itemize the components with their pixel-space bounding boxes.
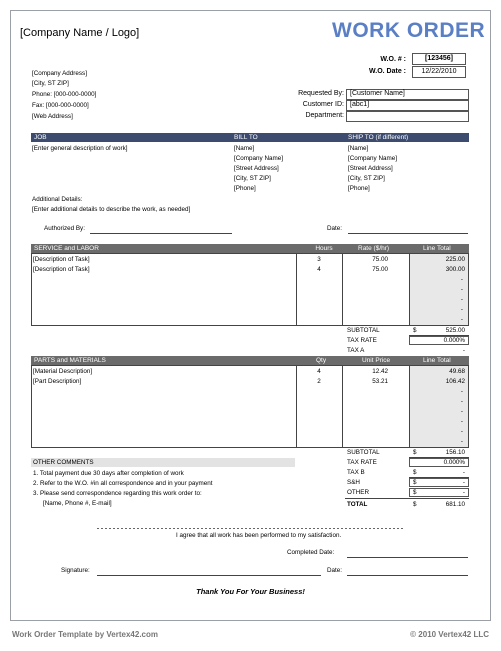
company-address[interactable]: [Company Address] <box>32 70 87 77</box>
labor-table <box>31 253 469 326</box>
parts-empty-total: - <box>460 418 463 425</box>
parts-row-desc[interactable]: [Part Description] <box>33 378 82 385</box>
agreement-text: I agree that all work has been performed to my satisfaction. <box>176 532 342 539</box>
customer-id-label: Customer ID: <box>302 101 344 108</box>
ship-to-company[interactable]: [Company Name] <box>348 155 397 162</box>
comments-header: OTHER COMMENTS <box>31 458 295 467</box>
other-label: OTHER <box>347 489 370 496</box>
comment-line[interactable]: 2. Refer to the W.O. #in all correspondence and in your payment <box>33 480 213 487</box>
parts-header-price: Unit Price <box>362 357 391 364</box>
requested-by-field[interactable]: [Customer Name] <box>346 89 469 100</box>
department-field[interactable] <box>346 111 469 122</box>
labor-header-total: Line Total <box>423 245 451 252</box>
authorized-by-label: Authorized By: <box>44 225 85 232</box>
company-fax[interactable]: Fax: [000-000-0000] <box>32 102 89 109</box>
company-name[interactable]: [Company Name / Logo] <box>20 27 140 39</box>
labor-subtotal-label: SUBTOTAL <box>347 327 380 334</box>
parts-tax-currency: $ <box>413 469 417 476</box>
comment-line[interactable]: [Name, Phone #, E-mail] <box>43 500 112 507</box>
company-city[interactable]: [City, ST ZIP] <box>32 80 69 87</box>
parts-row-total: 49.68 <box>449 368 465 375</box>
labor-tax-value: - <box>462 347 465 354</box>
parts-header-desc: PARTS and MATERIALS <box>34 357 106 364</box>
parts-subtotal-label: SUBTOTAL <box>347 449 380 456</box>
labor-row-rate[interactable]: 75.00 <box>372 256 388 263</box>
cut-line <box>97 528 405 529</box>
parts-tax-value: - <box>462 469 465 476</box>
labor-col-divider <box>296 253 297 326</box>
wo-date-label: W.O. Date : <box>369 68 406 75</box>
labor-row-qty[interactable]: 4 <box>317 266 321 273</box>
labor-row-rate[interactable]: 75.00 <box>372 266 388 273</box>
labor-col-divider <box>342 253 343 326</box>
labor-empty-total: - <box>460 316 463 323</box>
signature-date-line[interactable] <box>347 575 468 576</box>
parts-header-total: Line Total <box>423 357 451 364</box>
labor-taxrate-field[interactable]: 0.000% <box>409 336 469 345</box>
parts-row-price[interactable]: 12.42 <box>372 368 388 375</box>
signature-line[interactable] <box>97 575 321 576</box>
company-phone[interactable]: Phone: [000-000-0000] <box>32 91 97 98</box>
parts-row-desc[interactable]: [Material Description] <box>33 368 93 375</box>
job-section-bar <box>31 133 469 142</box>
authorized-date-line[interactable] <box>348 233 468 234</box>
labor-taxrate-label: TAX RATE <box>347 337 377 344</box>
ship-to-street[interactable]: [Street Address] <box>348 165 393 172</box>
parts-tax-label: TAX B <box>347 469 365 476</box>
total-value: 681.10 <box>445 501 465 508</box>
comment-line[interactable]: 3. Please send correspondence regarding this work order to: <box>33 490 202 497</box>
thank-you-text: Thank You For Your Business! <box>196 587 305 596</box>
wo-number-field[interactable]: [123456] <box>412 53 466 65</box>
bill-to-name[interactable]: [Name] <box>234 145 255 152</box>
total-currency: $ <box>413 501 417 508</box>
sh-value: - <box>462 479 465 486</box>
labor-empty-total: - <box>460 276 463 283</box>
total-label: TOTAL <box>347 501 368 508</box>
labor-empty-total: - <box>460 306 463 313</box>
labor-row-desc[interactable]: [Description of Task] <box>33 266 90 273</box>
labor-header-bar <box>31 244 469 253</box>
department-label: Department: <box>305 112 344 119</box>
sh-field[interactable] <box>409 478 469 487</box>
additional-details-text[interactable]: [Enter additional details to describe the work, as needed] <box>32 206 191 213</box>
parts-header-bar <box>31 356 469 365</box>
parts-row-qty[interactable]: 2 <box>317 378 321 385</box>
wo-number-label: W.O. # : <box>380 56 406 63</box>
other-value: - <box>462 489 465 496</box>
ship-to-city[interactable]: [City, ST ZIP] <box>348 175 385 182</box>
ship-to-phone[interactable]: [Phone] <box>348 185 370 192</box>
labor-row-total: 225.00 <box>445 256 465 263</box>
parts-empty-total: - <box>460 438 463 445</box>
job-description[interactable]: [Enter general description of work] <box>32 145 128 152</box>
parts-row-total: 106.42 <box>445 378 465 385</box>
labor-header-desc: SERVICE and LABOR <box>34 245 99 252</box>
parts-table <box>31 365 469 448</box>
bill-to-company[interactable]: [Company Name] <box>234 155 283 162</box>
ship-to-header: SHIP TO (if different) <box>348 134 409 141</box>
parts-subtotal-currency: $ <box>413 449 417 456</box>
labor-row-desc[interactable]: [Description of Task] <box>33 256 90 263</box>
labor-tax-label: TAX A <box>347 347 365 354</box>
footer-copyright: © 2010 Vertex42 LLC <box>410 630 489 639</box>
bill-to-city[interactable]: [City, ST ZIP] <box>234 175 271 182</box>
company-web[interactable]: [Web Address] <box>32 113 73 120</box>
parts-row-qty[interactable]: 4 <box>317 368 321 375</box>
bill-to-phone[interactable]: [Phone] <box>234 185 256 192</box>
labor-row-total: 300.00 <box>445 266 465 273</box>
parts-empty-total: - <box>460 428 463 435</box>
parts-empty-total: - <box>460 398 463 405</box>
labor-row-qty[interactable]: 3 <box>317 256 321 263</box>
sh-label: S&H <box>347 479 360 486</box>
parts-empty-total: - <box>460 388 463 395</box>
other-currency: $ <box>413 489 417 496</box>
wo-date-field[interactable]: 12/22/2010 <box>412 66 466 78</box>
additional-details-label: Additional Details: <box>32 196 83 203</box>
parts-taxrate-label: TAX RATE <box>347 459 377 466</box>
page-title: WORK ORDER <box>332 19 486 42</box>
comment-line[interactable]: 1. Total payment due 30 days after completion of work <box>33 470 184 477</box>
customer-id-field[interactable]: [abc1] <box>346 100 469 111</box>
completed-date-label: Completed Date: <box>287 549 335 556</box>
labor-empty-total: - <box>460 296 463 303</box>
signature-label: Signature: <box>61 567 90 574</box>
parts-empty-total: - <box>460 408 463 415</box>
job-header: JOB <box>34 134 47 141</box>
authorized-by-line[interactable] <box>90 233 232 234</box>
parts-header-qty: Qty <box>316 357 327 364</box>
parts-row-price[interactable]: 53.21 <box>372 378 388 385</box>
ship-to-name[interactable]: [Name] <box>348 145 369 152</box>
labor-subtotal-currency: $ <box>413 327 417 334</box>
parts-subtotal-value: 156.10 <box>445 449 465 456</box>
other-field[interactable] <box>409 488 469 497</box>
labor-header-rate: Rate ($/hr) <box>358 245 390 252</box>
parts-taxrate-field[interactable]: 0.000% <box>409 458 469 467</box>
bill-to-street[interactable]: [Street Address] <box>234 165 279 172</box>
authorized-date-label: Date: <box>327 225 343 232</box>
footer-credit[interactable]: Work Order Template by Vertex42.com <box>12 630 158 639</box>
completed-date-line[interactable] <box>347 557 468 558</box>
requested-by-label: Requested By: <box>298 90 344 97</box>
sh-currency: $ <box>413 479 417 486</box>
total-divider <box>345 498 469 499</box>
labor-subtotal-value: 525.00 <box>445 327 465 334</box>
signature-date-label: Date: <box>327 567 343 574</box>
labor-empty-total: - <box>460 286 463 293</box>
labor-header-hours: Hours <box>315 245 333 252</box>
bill-to-header: BILL TO <box>234 134 258 141</box>
